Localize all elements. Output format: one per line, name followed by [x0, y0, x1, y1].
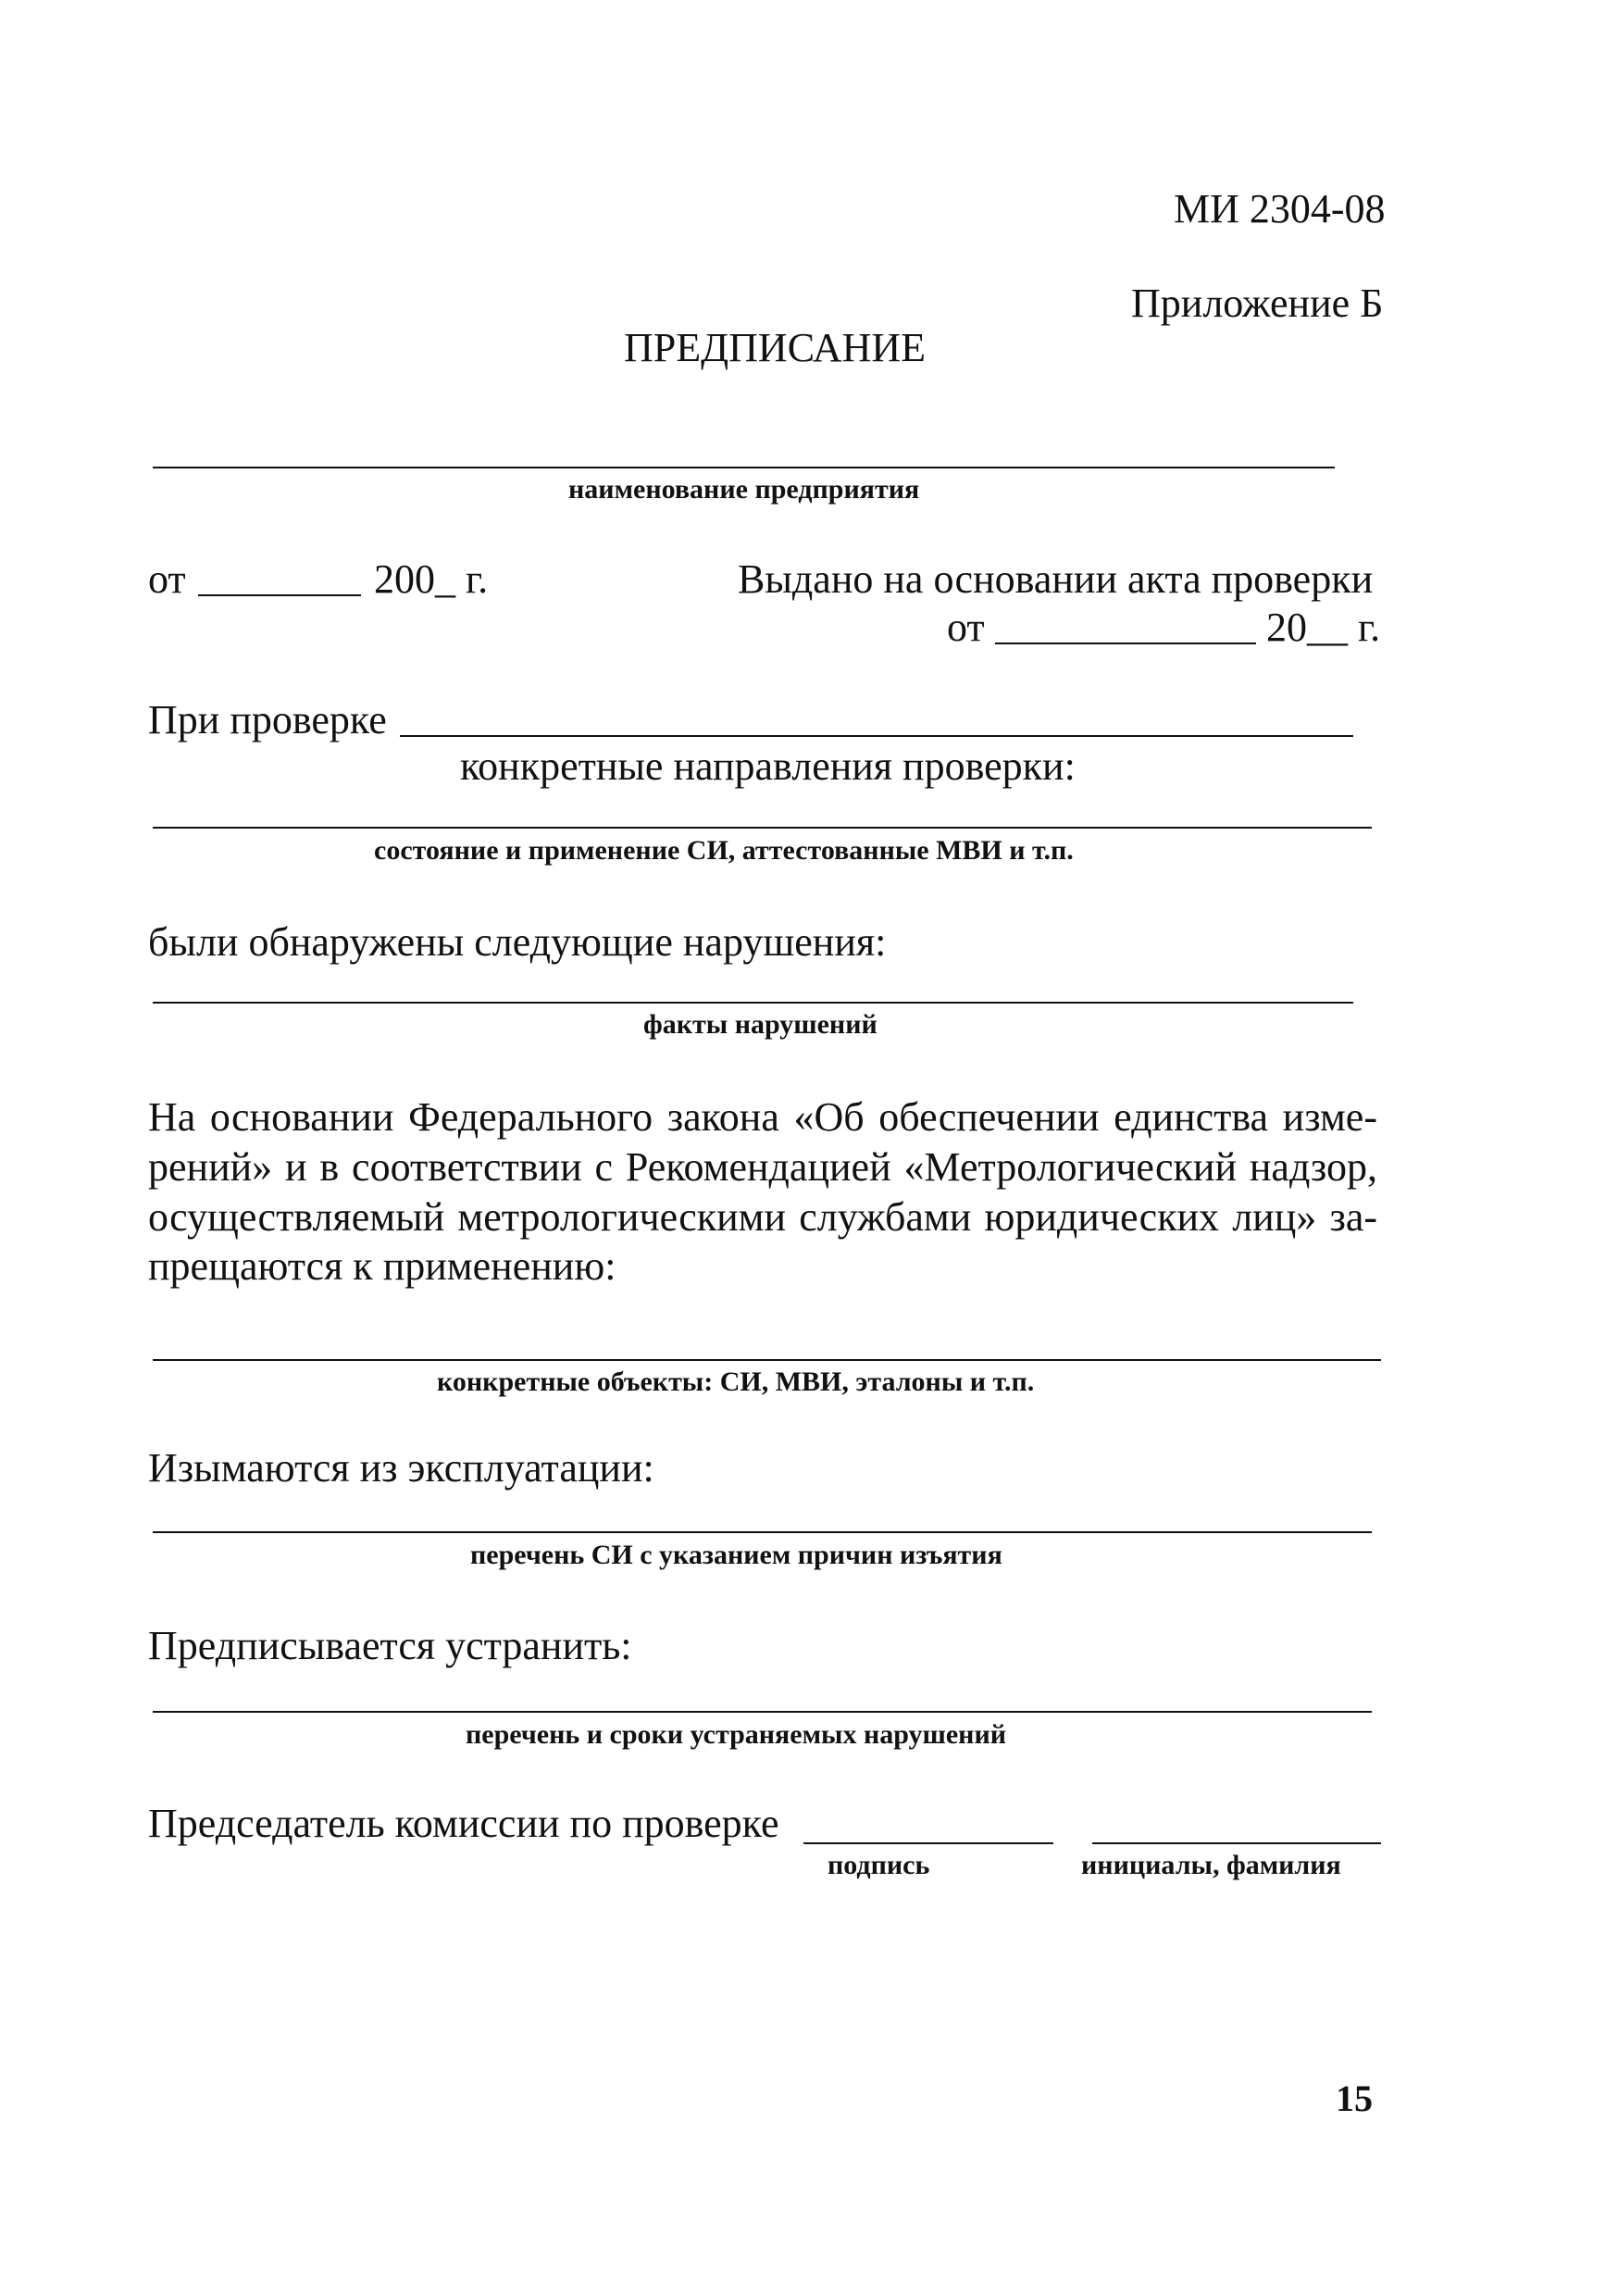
inspection-directions-line	[153, 827, 1372, 829]
remedy-label: Предписывается устранить:	[148, 1623, 632, 1668]
remedy-caption: перечень и сроки устраняемых нарушений	[466, 1719, 1007, 1750]
act-from-label: от	[947, 605, 985, 650]
act-date-line	[995, 643, 1256, 644]
basis-line-4: прещаются к применению:	[148, 1243, 616, 1289]
inspection-directions-label: конкретные направления проверки:	[460, 743, 1076, 789]
inspection-line	[400, 735, 1353, 737]
prohibited-objects-caption: конкретные объекты: СИ, МВИ, эталоны и т.п.	[437, 1366, 1035, 1397]
basis-line-3: осуществляемый метрологическими службами юридических лиц» за-	[148, 1194, 1377, 1240]
act-year-label: 20__ г.	[1266, 605, 1381, 650]
date-field-line	[198, 594, 361, 596]
prohibited-objects-line	[153, 1359, 1381, 1361]
withdrawn-caption: перечень СИ с указанием причин изъятия	[470, 1540, 1002, 1570]
document-title: ПРЕДПИСАНИЕ	[624, 325, 927, 370]
basis-line-1: На основании Федерального закона «Об обеспечении единства изме-	[148, 1094, 1377, 1140]
violations-label: были обнаружены следующие нарушения:	[148, 919, 887, 965]
chairman-label: Председатель комиссии по проверке	[148, 1801, 779, 1846]
date-from-label: от	[148, 556, 186, 602]
signature-line	[803, 1842, 1053, 1844]
date-year-label: 200_ г.	[374, 556, 489, 602]
withdrawn-line	[153, 1531, 1372, 1533]
violations-caption: факты нарушений	[643, 1009, 877, 1040]
enterprise-name-caption: наименование предприятия	[568, 474, 920, 505]
remedy-line	[153, 1711, 1372, 1713]
inspection-label: При проверке	[148, 697, 387, 742]
appendix-label: Приложение Б	[1131, 281, 1384, 326]
basis-line-2: рений» и в соответствии с Рекомендацией «Метрологический надзор,	[148, 1144, 1377, 1190]
signature-caption: подпись	[828, 1850, 930, 1880]
document-code: МИ 2304-08	[1174, 186, 1386, 231]
withdrawn-label: Изымаются из эксплуатации:	[148, 1445, 654, 1491]
issued-basis-label: Выдано на основании акта проверки	[738, 556, 1374, 602]
name-line	[1092, 1842, 1381, 1844]
page-number: 15	[1336, 2078, 1373, 2119]
name-caption: инициалы, фамилия	[1081, 1850, 1341, 1880]
inspection-caption: состояние и применение СИ, аттестованные МВИ и т.п.	[374, 835, 1074, 866]
violations-line	[153, 1002, 1353, 1004]
enterprise-name-line	[153, 467, 1335, 468]
